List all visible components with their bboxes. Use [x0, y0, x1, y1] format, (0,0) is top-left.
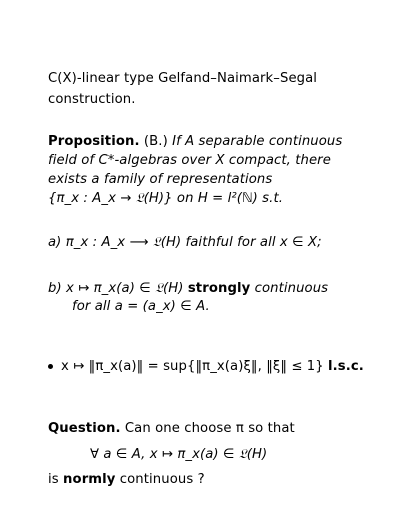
proposition-line-4 — [48, 190, 283, 207]
proposition-line-2 — [48, 152, 331, 169]
title-text-2: construction. — [48, 92, 136, 107]
bullet-line — [61, 358, 364, 375]
question-label: Question. — [48, 421, 121, 436]
bullet-dot-icon — [48, 364, 53, 369]
item-b-prefix: b) x ↦ π_x(a) ∈ 𝔏(H) — [48, 281, 184, 296]
proposition-ref: (B.) — [143, 134, 168, 149]
proposition-text-3: exists a family of representations — [48, 172, 273, 187]
proposition-label: Proposition. — [48, 134, 140, 149]
item-b-bold: strongly — [187, 281, 251, 296]
question-last-bold: normly — [63, 472, 116, 487]
title-line-1 — [48, 70, 317, 87]
question-formula: ∀ a ∈ A, x ↦ π_x(a) ∈ 𝔏(H) — [90, 447, 268, 462]
item-b-line-1 — [48, 280, 328, 297]
bullet-formula: x ↦ ‖π_x(a)‖ = sup{‖π_x(a)ξ‖, ‖ξ‖ ≤ 1} — [61, 359, 324, 374]
bullet-label: l.s.c. — [328, 359, 364, 374]
proposition-text-2: field of C*-algebras over X compact, there — [48, 153, 331, 168]
proposition-line-1 — [48, 133, 342, 150]
proposition-line-3 — [48, 171, 272, 188]
proposition-text-1: If A separable continuous — [172, 134, 343, 149]
item-b-text-2: for all a = (a_x) ∈ A. — [72, 299, 210, 314]
question-last-suffix: continuous ? — [119, 472, 205, 487]
item-a — [48, 234, 322, 251]
question-formula-line — [90, 446, 267, 463]
question-line-1 — [48, 420, 295, 437]
item-b-line-2 — [72, 298, 210, 315]
title-text-1: C(X)-linear type Gelfand–Naimark–Segal — [48, 71, 318, 86]
proposition-text-4: {π_x : A_x → 𝔏(H)} on H = l²(ℕ) s.t. — [48, 191, 284, 206]
item-a-text: a) π_x : A_x ⟶ 𝔏(H) faithful for all x ∈ X; — [48, 235, 322, 250]
title-line-2 — [48, 91, 136, 108]
question-line-3 — [48, 471, 205, 488]
question-text: Can one choose π so that — [124, 421, 295, 436]
question-last-prefix: is — [48, 472, 59, 487]
item-b-suffix: continuous — [254, 281, 329, 296]
